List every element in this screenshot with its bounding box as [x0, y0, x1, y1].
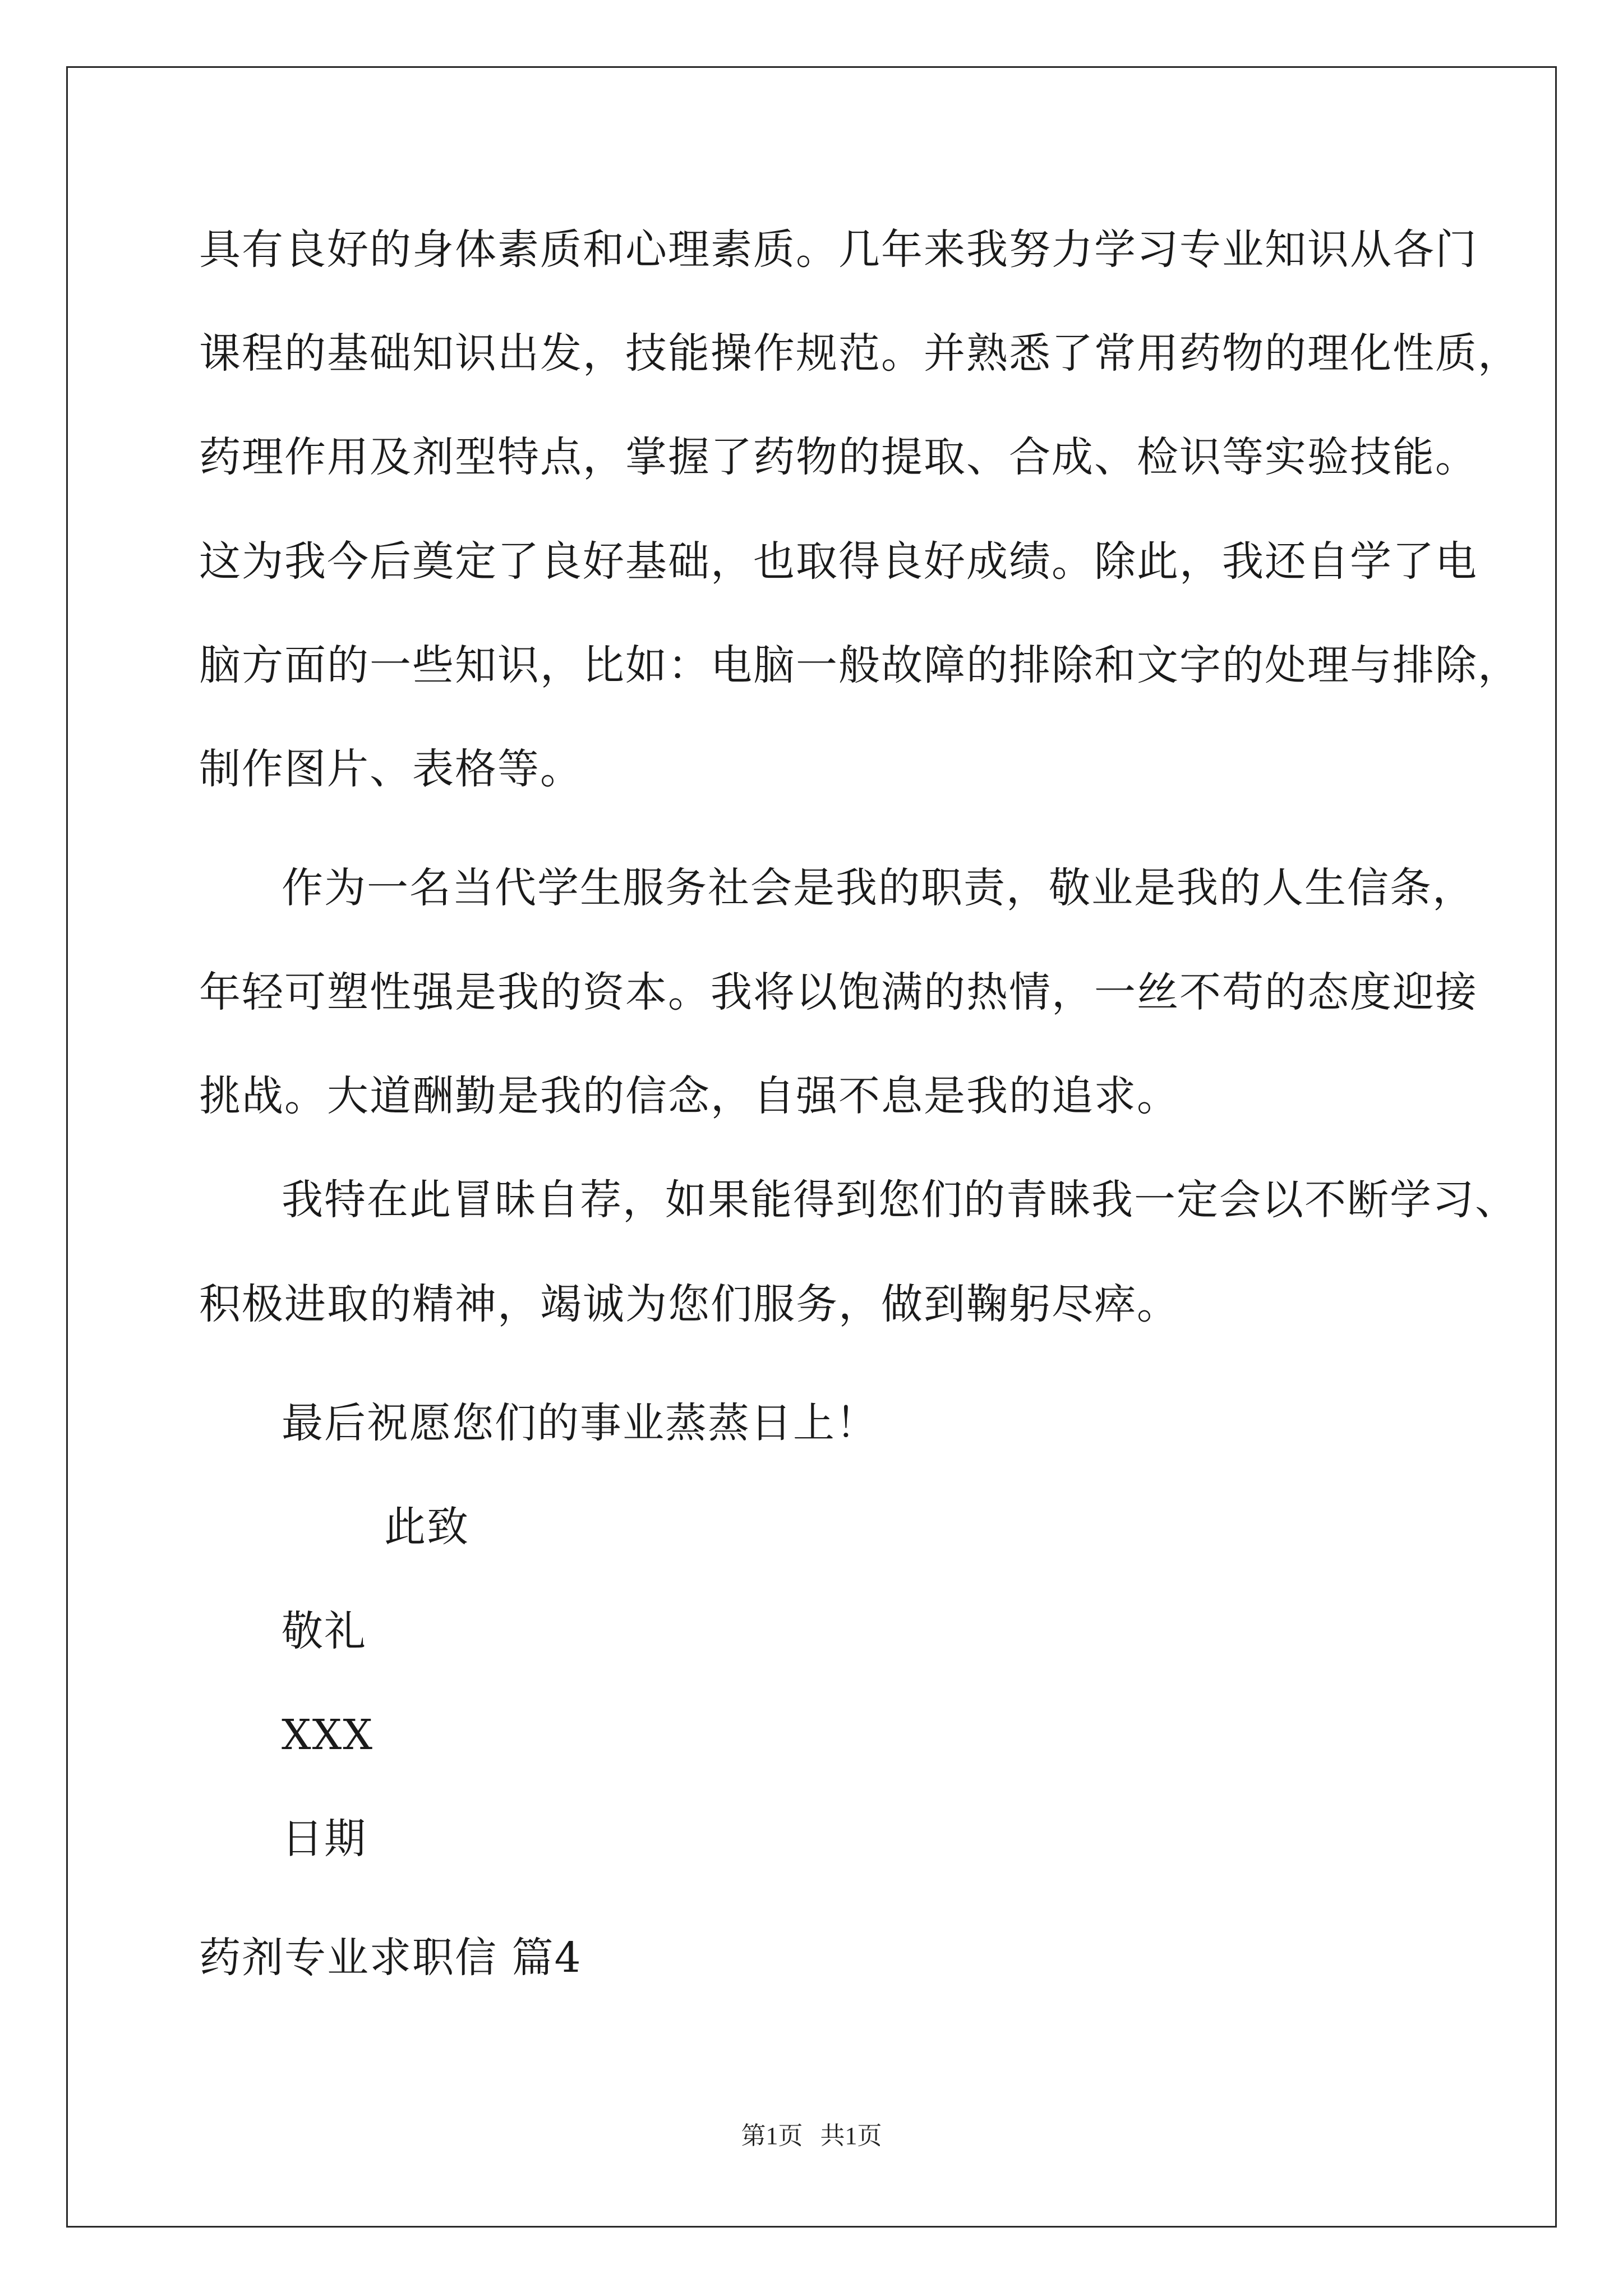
body-line-3: 药理作用及剂型特点，掌握了药物的提取、合成、检识等实验技能。 — [199, 433, 1478, 481]
closing-cizhi: 此致 — [384, 1503, 469, 1551]
body-line-8: 年轻可塑性强是我的资本。我将以饱满的热情，一丝不苟的态度迎接 — [199, 968, 1478, 1016]
body-line-1: 具有良好的身体素质和心理素质。几年来我努力学习专业知识从各门 — [199, 226, 1478, 274]
body-line-7: 作为一名当代学生服务社会是我的职责，敬业是我的人生信条， — [282, 864, 1475, 912]
signature-date: 日期 — [282, 1815, 367, 1863]
body-line-6: 制作图片、表格等。 — [199, 745, 583, 793]
closing-jingli: 敬礼 — [282, 1607, 367, 1655]
page-border — [66, 66, 1557, 2228]
body-line-9: 挑战。大道酬勤是我的信念，自强不息是我的追求。 — [199, 1072, 1179, 1120]
body-line-5: 脑方面的一些知识，比如：电脑一般故障的排除和文字的处理与排除， — [199, 641, 1520, 689]
body-line-11: 积极进取的精神，竭诚为您们服务，做到鞠躬尽瘁。 — [199, 1280, 1179, 1328]
body-line-4: 这为我今后奠定了良好基础，也取得良好成绩。除此，我还自学了电 — [199, 537, 1478, 586]
body-line-10: 我特在此冒昧自荐，如果能得到您们的青睐我一定会以不断学习、 — [282, 1176, 1518, 1224]
body-line-2: 课程的基础知识出发，技能操作规范。并熟悉了常用药物的理化性质， — [199, 329, 1520, 378]
signature-name: XXX — [282, 1711, 374, 1759]
closing-wish: 最后祝愿您们的事业蒸蒸日上！ — [282, 1399, 878, 1447]
page-footer: 第1页 共1页 — [741, 2122, 882, 2150]
section-heading: 药剂专业求职信 篇4 — [199, 1934, 582, 1982]
